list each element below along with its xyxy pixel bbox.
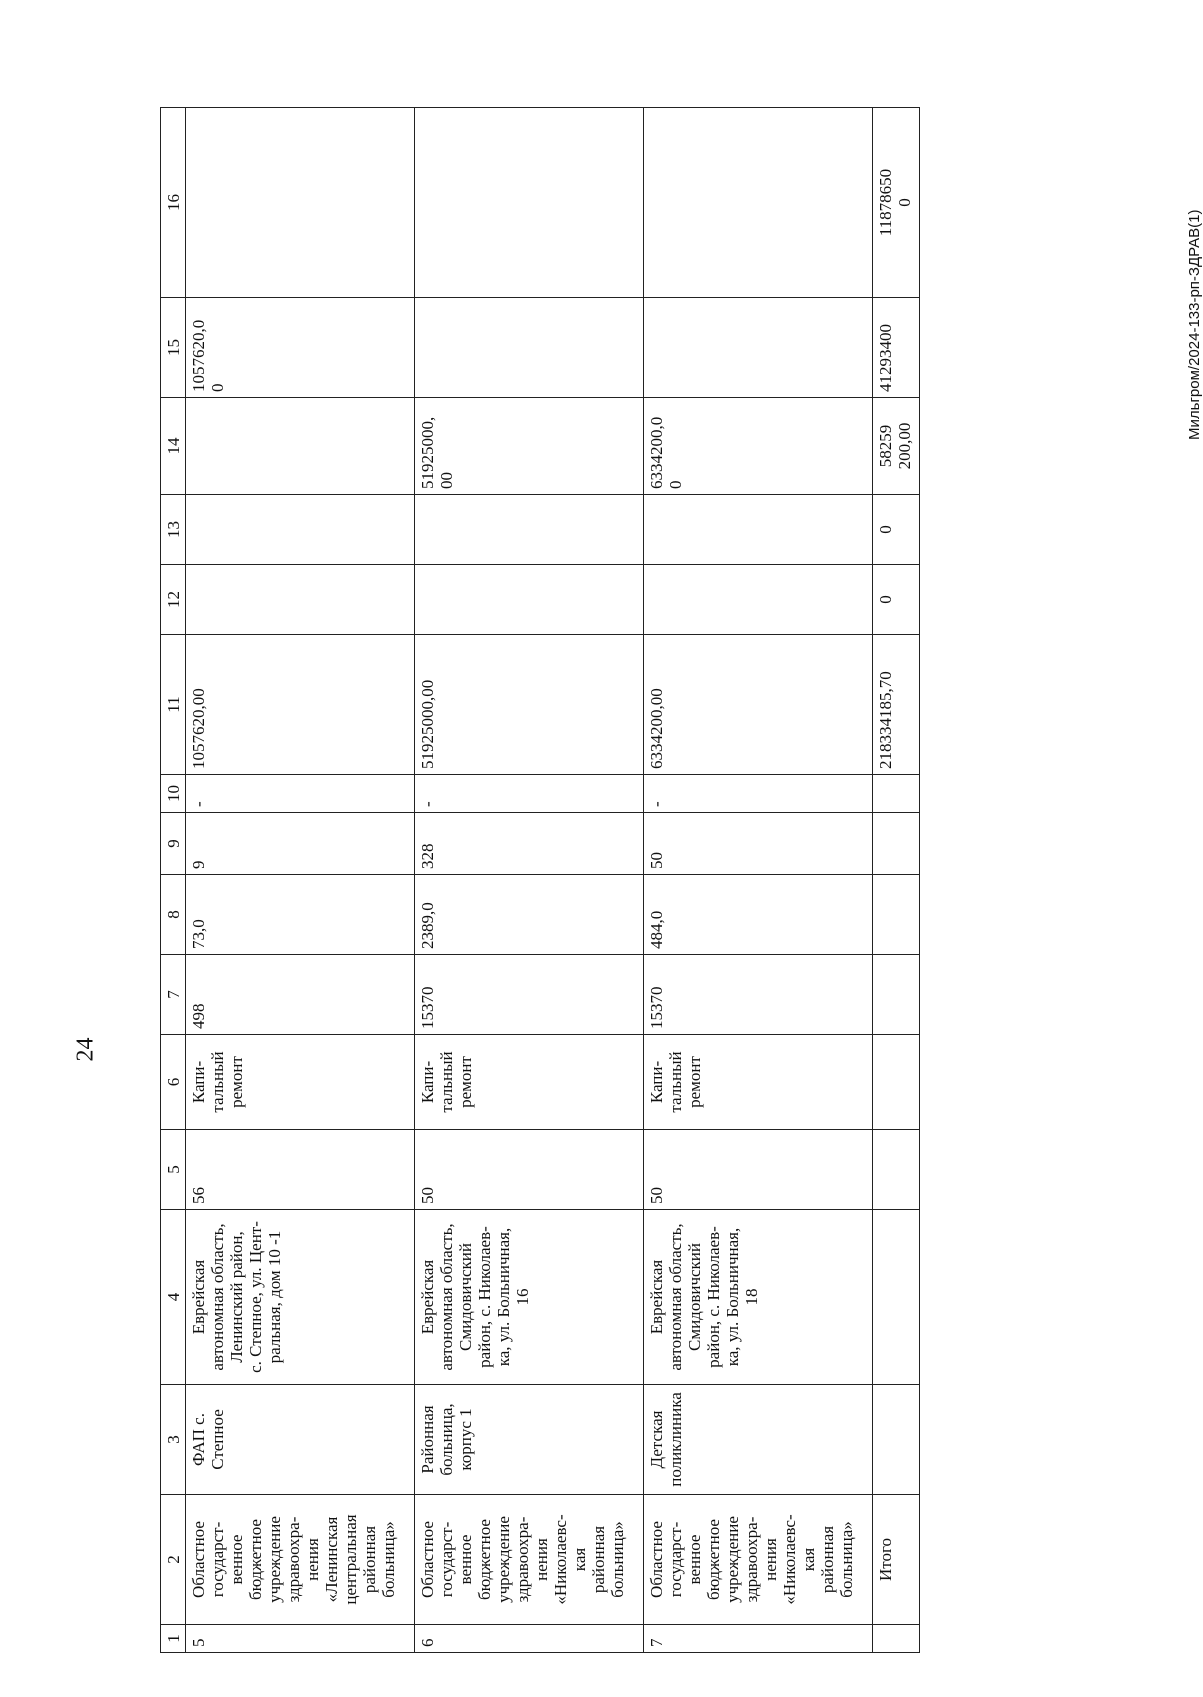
organization-cell-line: государст- [666, 1521, 685, 1598]
object-cell [186, 1385, 415, 1495]
organization-cell-line: районная [360, 1525, 379, 1594]
organization-cell-line: «Николаевс- [780, 1514, 799, 1605]
address-cell-line: район, с. Николаев- [475, 1226, 494, 1368]
column-number-1: 1 [161, 1625, 186, 1653]
total-col1 [873, 1625, 920, 1653]
total-col3 [873, 1385, 920, 1495]
address-cell-line: район, с. Николаев- [704, 1226, 723, 1368]
table-row [186, 108, 415, 1653]
page-number: 24 [72, 1037, 99, 1062]
address-cell [415, 1210, 644, 1385]
organization-cell-line: кая [799, 1547, 818, 1572]
total-col5 [873, 1130, 920, 1210]
organization-cell-line: бюджетное [475, 1519, 494, 1600]
address-cell-line: Еврейская [418, 1259, 437, 1335]
column-number-8: 8 [161, 875, 186, 955]
organization-cell-line: нения [303, 1538, 322, 1581]
col14-cell-line: 00 [437, 472, 456, 489]
work-type-cell-line: тальный [666, 1051, 685, 1113]
header-row [161, 108, 186, 1653]
col9-cell: 328 [415, 813, 644, 875]
organization-cell-line: учреждение [494, 1516, 513, 1603]
col7-cell: 498 [186, 955, 415, 1035]
col14-cell [415, 398, 644, 495]
col7-cell: 15370 [415, 955, 644, 1035]
rotated-table-wrap [160, 108, 920, 1653]
organization-cell-line: районная [589, 1525, 608, 1594]
address-cell-line: 16 [513, 1288, 532, 1306]
col12-cell [644, 565, 873, 635]
col13-cell [644, 495, 873, 565]
organization-cell-line: больница» [608, 1521, 627, 1598]
organization-cell-line: больница» [379, 1521, 398, 1598]
col16-cell [186, 108, 415, 298]
organization-cell-line: здравоохра- [284, 1516, 303, 1603]
organization-cell-line: бюджетное [704, 1519, 723, 1600]
object-cell-line: Детская [647, 1410, 666, 1469]
total-col8 [873, 875, 920, 955]
organization-cell-line: здравоохра- [742, 1516, 761, 1603]
total-col14 [873, 398, 920, 495]
organization-cell-line: нения [761, 1538, 780, 1581]
column-number-2: 2 [161, 1495, 186, 1625]
work-type-cell-line: ремонт [456, 1056, 475, 1108]
table-row [415, 108, 644, 1653]
address-cell-line: Еврейская [647, 1259, 666, 1335]
total-col14-line: 200,00 [895, 422, 914, 470]
total-col14-line: 58259 [876, 424, 895, 468]
address-cell-line: Еврейская [189, 1259, 208, 1335]
total-col9 [873, 813, 920, 875]
col15-cell-line: 1057620,0 [189, 319, 208, 392]
col8-cell: 73,0 [186, 875, 415, 955]
col13-cell [186, 495, 415, 565]
organization-cell-line: государст- [208, 1521, 227, 1598]
column-number-6: 6 [161, 1035, 186, 1130]
total-col16-line: 0 [895, 198, 914, 207]
col9-cell: 9 [186, 813, 415, 875]
col10-cell: - [644, 775, 873, 813]
work-type-cell-line: ремонт [227, 1056, 246, 1108]
total-label: Итого [873, 1495, 920, 1625]
total-col11: 218334185,70 [873, 635, 920, 775]
column-number-12: 12 [161, 565, 186, 635]
organization-cell-line: нения [532, 1538, 551, 1581]
col11-cell: 51925000,00 [415, 635, 644, 775]
total-col12: 0 [873, 565, 920, 635]
col14-cell-line: 6334200,0 [647, 416, 666, 489]
col11-cell: 1057620,00 [186, 635, 415, 775]
organization-cell-line: венное [227, 1534, 246, 1585]
work-type-cell-line: Капи- [189, 1060, 208, 1104]
organization-cell-line: «Николаевс- [551, 1514, 570, 1605]
footer-code: Мильгром/2024-133-рп-ЗДРАВ(1) [1186, 209, 1203, 440]
address-cell-line: Смидовичский [685, 1242, 704, 1352]
col16-cell [644, 108, 873, 298]
organization-cell-line: Областное [189, 1521, 208, 1598]
organization-cell [415, 1495, 644, 1625]
total-row [873, 108, 920, 1653]
col14-cell-line: 0 [666, 480, 685, 489]
col12-cell [186, 565, 415, 635]
address-cell-line: автономная область, [208, 1223, 227, 1371]
col16-cell [415, 108, 644, 298]
col14-cell [186, 398, 415, 495]
column-number-4: 4 [161, 1210, 186, 1385]
column-number-14: 14 [161, 398, 186, 495]
address-cell-line: с. Степное, ул. Цент- [246, 1221, 265, 1373]
total-col10 [873, 775, 920, 813]
address-cell-line: автономная область, [437, 1223, 456, 1371]
object-cell-line: больница, [437, 1403, 456, 1476]
address-cell-line: 18 [742, 1288, 761, 1306]
organization-cell-line: венное [685, 1534, 704, 1585]
column-number-9: 9 [161, 813, 186, 875]
col15-cell [186, 298, 415, 398]
address-cell-line: Смидовичский [456, 1242, 475, 1352]
col8-cell: 484,0 [644, 875, 873, 955]
col7-cell: 15370 [644, 955, 873, 1035]
organization-cell-line: учреждение [723, 1516, 742, 1603]
organization-cell-line: больница» [837, 1521, 856, 1598]
work-type-cell-line: ремонт [685, 1056, 704, 1108]
total-col13: 0 [873, 495, 920, 565]
row-number: 6 [415, 1625, 644, 1653]
col10-cell: - [186, 775, 415, 813]
address-cell-line: ка, ул. Больничная, [494, 1227, 513, 1367]
work-type-cell-line: тальный [437, 1051, 456, 1113]
object-cell-line: Степное [208, 1409, 227, 1470]
col15-cell [644, 298, 873, 398]
col5-cell: 50 [644, 1130, 873, 1210]
column-number-15: 15 [161, 298, 186, 398]
column-number-16: 16 [161, 108, 186, 298]
work-type-cell-line: Капи- [647, 1060, 666, 1104]
total-col16 [873, 108, 920, 298]
col14-cell [644, 398, 873, 495]
organization-cell-line: центральная [341, 1514, 360, 1605]
address-cell-line: ральная, дом 10 -1 [265, 1230, 284, 1364]
col5-cell: 50 [415, 1130, 644, 1210]
organization-cell-line: бюджетное [246, 1519, 265, 1600]
col10-cell: - [415, 775, 644, 813]
column-number-5: 5 [161, 1130, 186, 1210]
object-cell-line: корпус 1 [456, 1408, 475, 1471]
object-cell-line: поликлиника [666, 1392, 685, 1487]
work-type-cell [644, 1035, 873, 1130]
object-cell [644, 1385, 873, 1495]
column-number-11: 11 [161, 635, 186, 775]
column-number-13: 13 [161, 495, 186, 565]
organization-cell-line: государст- [437, 1521, 456, 1598]
work-type-cell [415, 1035, 644, 1130]
organization-cell-line: венное [456, 1534, 475, 1585]
col8-cell: 2389,0 [415, 875, 644, 955]
organization-cell-line: учреждение [265, 1516, 284, 1603]
col5-cell: 56 [186, 1130, 415, 1210]
page-number-wrap [74, 1036, 114, 1076]
column-number-3: 3 [161, 1385, 186, 1495]
row-number: 7 [644, 1625, 873, 1653]
object-cell-line: ФАП с. [189, 1413, 208, 1466]
data-table [160, 107, 920, 1653]
col12-cell [415, 565, 644, 635]
work-type-cell-line: тальный [208, 1051, 227, 1113]
address-cell-line: ка, ул. Больничная, [723, 1227, 742, 1367]
column-number-7: 7 [161, 955, 186, 1035]
organization-cell [644, 1495, 873, 1625]
col9-cell: 50 [644, 813, 873, 875]
organization-cell [186, 1495, 415, 1625]
total-col16-line: 11878650 [876, 168, 895, 237]
col13-cell [415, 495, 644, 565]
table-row [644, 108, 873, 1653]
col11-cell: 6334200,00 [644, 635, 873, 775]
work-type-cell-line: Капи- [418, 1060, 437, 1104]
work-type-cell [186, 1035, 415, 1130]
object-cell [415, 1385, 644, 1495]
address-cell-line: автономная область, [666, 1223, 685, 1371]
col15-cell [415, 298, 644, 398]
total-col4 [873, 1210, 920, 1385]
organization-cell-line: «Ленинская [322, 1516, 341, 1603]
total-col15: 41293400 [873, 298, 920, 398]
col15-cell-line: 0 [208, 383, 227, 392]
organization-cell-line: Областное [418, 1521, 437, 1598]
address-cell [644, 1210, 873, 1385]
address-cell [186, 1210, 415, 1385]
total-col7 [873, 955, 920, 1035]
organization-cell-line: районная [818, 1525, 837, 1594]
object-cell-line: Районная [418, 1405, 437, 1474]
row-number: 5 [186, 1625, 415, 1653]
organization-cell-line: Областное [647, 1521, 666, 1598]
address-cell-line: Ленинский район, [227, 1231, 246, 1363]
organization-cell-line: кая [570, 1547, 589, 1572]
total-col6 [873, 1035, 920, 1130]
col14-cell-line: 51925000, [418, 416, 437, 489]
column-number-10: 10 [161, 775, 186, 813]
organization-cell-line: здравоохра- [513, 1516, 532, 1603]
